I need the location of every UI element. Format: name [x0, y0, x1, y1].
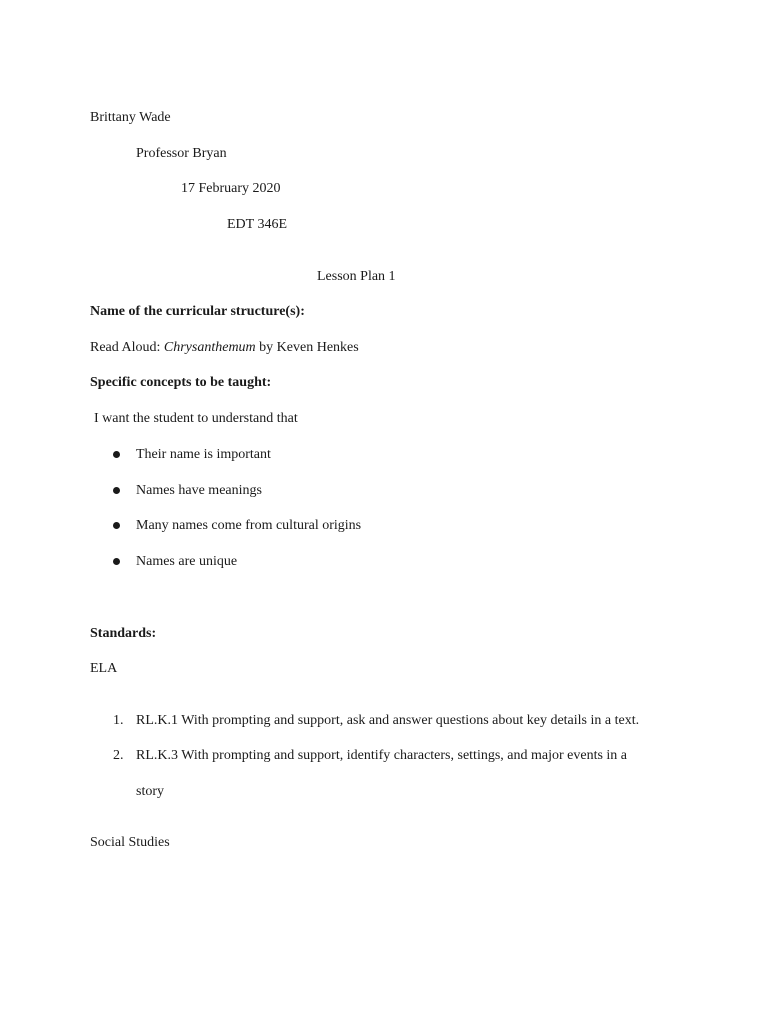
concepts-heading: Specific concepts to be taught:: [90, 375, 272, 390]
bullet-text: Many names come from cultural origins: [136, 518, 362, 533]
bullet-icon: [113, 558, 120, 565]
author-suffix: by Keven Henkes: [255, 340, 359, 355]
standard-text: RL.K.3 With prompting and support, identify characters, settings, and major events in a: [136, 748, 628, 763]
bullet-text: Names are unique: [136, 554, 238, 569]
read-aloud-prefix: Read Aloud:: [90, 340, 164, 355]
ela-label: ELA: [90, 661, 118, 676]
curricular-structure: [90, 339, 359, 357]
book-title: Chrysanthemum: [163, 340, 256, 355]
student-name: Brittany Wade: [90, 110, 171, 125]
professor-name: Professor Bryan: [136, 146, 227, 161]
item-number: 1.: [113, 713, 124, 728]
bullet-text: Their name is important: [136, 447, 271, 462]
social-studies-label: Social Studies: [90, 835, 170, 850]
date: 17 February 2020: [181, 181, 281, 196]
standard-text: RL.K.1 With prompting and support, ask and answer questions about key details in a text.: [136, 713, 640, 728]
bullet-text: Names have meanings: [136, 483, 262, 498]
concepts-intro: I want the student to understand that: [94, 411, 298, 426]
standard-text-continuation: story: [136, 784, 164, 799]
bullet-icon: [113, 522, 120, 529]
item-number: 2.: [113, 748, 124, 763]
standards-heading: Standards:: [90, 626, 157, 641]
curricular-heading: Name of the curricular structure(s):: [90, 304, 305, 319]
bullet-icon: [113, 451, 120, 458]
course-code: EDT 346E: [227, 217, 288, 232]
page-title: Lesson Plan 1: [317, 269, 396, 284]
bullet-icon: [113, 487, 120, 494]
